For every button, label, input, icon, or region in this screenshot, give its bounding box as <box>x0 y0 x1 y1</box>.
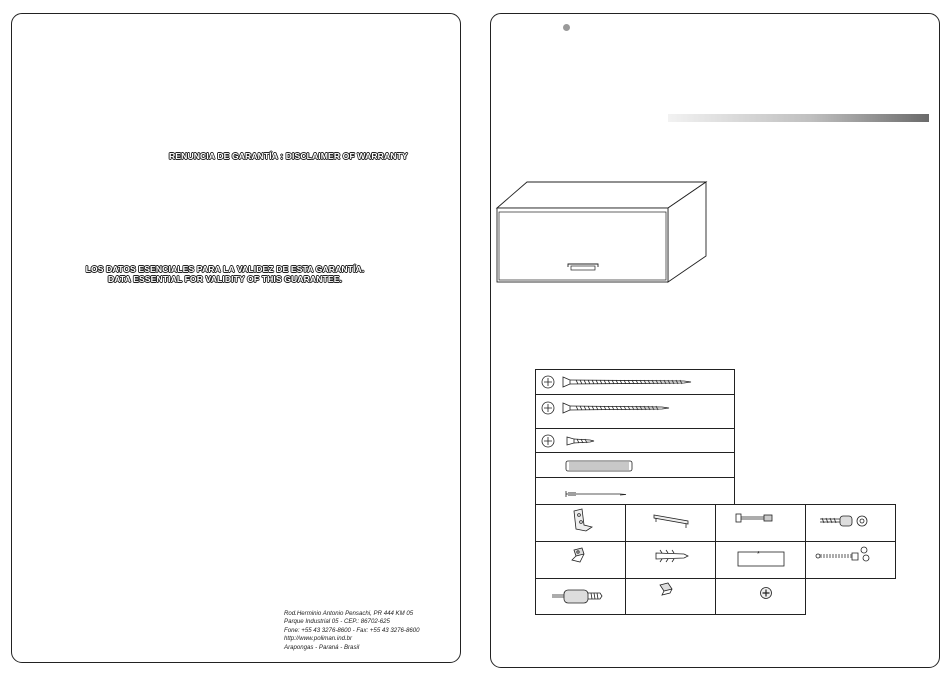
address-line-phone: Fone: +55 43 3276-8600 - Fax: +55 43 3276-8600 <box>284 626 420 634</box>
hardware-row-long-screw <box>535 369 735 395</box>
hardware-cell-cam-lock-assembly <box>805 504 896 542</box>
nail-icon <box>536 478 736 506</box>
hardware-cell-hinge-clip <box>625 578 716 615</box>
hardware-row-dowel <box>535 452 735 478</box>
hardware-row-short-screw <box>535 428 735 453</box>
hardware-cell-hinge-plate <box>535 541 626 579</box>
essential-data-line-spanish: LOS DATOS ESENCIALES PARA LA VALIDEZ DE ESTA GARANTÍA. <box>85 264 365 274</box>
hardware-cell-screw-cap <box>715 578 806 615</box>
hardware-cell-angle-bracket <box>535 504 626 542</box>
cam-lock-icon <box>536 579 627 616</box>
hardware-cell-rod-connector <box>805 541 896 579</box>
address-line-park: Parque Industrial 05 - CEP.: 86702-625 <box>284 618 390 626</box>
disclaimer-heading: RENUNCIA DE GARANTÍA : DISCLAIMER OF WARRANTY <box>169 151 408 161</box>
connector-bolt-icon <box>716 505 807 543</box>
hardware-cell-wall-plug <box>625 541 716 579</box>
company-address <box>284 610 420 652</box>
label-tag-icon <box>716 542 807 580</box>
address-line-website[interactable]: http://www.poliman.ind.br <box>284 635 353 643</box>
angle-bracket-icon <box>536 505 627 543</box>
wall-cabinet-drawing <box>494 180 714 286</box>
header-dot-icon <box>563 24 570 31</box>
drawer-handle-icon <box>626 505 717 543</box>
hardware-cell-drawer-handle <box>625 504 716 542</box>
left-page-panel <box>11 13 461 663</box>
wall-plug-icon <box>626 542 717 580</box>
screw-cap-icon <box>716 579 807 616</box>
wooden-dowel-icon <box>536 453 736 479</box>
hinge-plate-icon <box>536 542 627 580</box>
label-tag-mark: * <box>757 551 760 558</box>
hardware-row-medium-screw <box>535 394 735 429</box>
essential-data-line-english: DATA ESSENTIAL FOR VALIDITY OF THIS GUARANTEE. <box>107 274 343 284</box>
address-line-city: Arapongas - Paraná - Brasil <box>284 643 360 651</box>
address-line-street: Rod.Herminio Antonio Pensachi, PR 444 KM 05 <box>284 610 414 617</box>
hardware-cell-connector-bolt <box>715 504 806 542</box>
hardware-cell-label <box>715 541 806 579</box>
hardware-cell-cam-lock <box>535 578 626 615</box>
hinge-clip-icon <box>626 579 717 616</box>
phillips-long-wood-screw-icon <box>536 370 736 396</box>
hardware-row-nail <box>535 477 735 505</box>
phillips-medium-wood-screw-icon <box>536 395 736 430</box>
rod-connector-icon <box>806 542 897 580</box>
phillips-short-wood-screw-icon <box>536 429 736 454</box>
cam-lock-assembly-icon <box>806 505 897 543</box>
title-gradient-bar <box>668 114 929 122</box>
